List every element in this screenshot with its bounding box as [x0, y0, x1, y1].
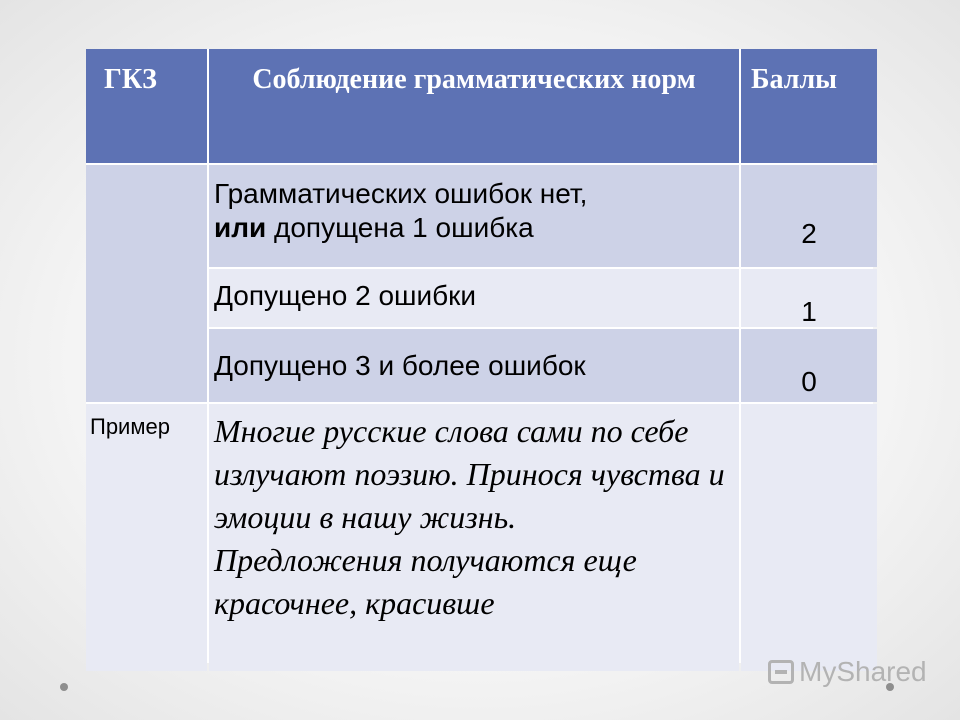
- example-score-cell: [741, 404, 877, 671]
- example-text: Многие русские слова сами по себе излучают поэзию. Принося чувства и эмоции в нашу жизнь. Предложения получаются еще красочнее, красивше: [209, 404, 739, 671]
- example-label: Пример: [86, 404, 207, 671]
- header-score: Баллы: [741, 49, 877, 163]
- header-code: ГКЗ: [86, 49, 207, 163]
- criteria-table: [86, 49, 873, 663]
- criterion-row-3: Допущено 3 и более ошибок: [209, 329, 739, 402]
- score-row-1: 2: [741, 165, 877, 267]
- header-title: Соблюдение грамматических норм: [209, 49, 739, 163]
- decorative-dot-left: [60, 683, 68, 691]
- score-row-3: 0: [741, 329, 877, 402]
- criteria-label-cell: [86, 165, 207, 402]
- criterion-row-1: [209, 165, 739, 267]
- criterion-row-1-rest: допущена 1 ошибка: [266, 212, 534, 243]
- criterion-row-2: Допущено 2 ошибки: [209, 269, 739, 327]
- score-row-2: 1: [741, 269, 877, 327]
- monitor-icon: [768, 660, 794, 684]
- criterion-row-1-bold: или: [214, 212, 267, 243]
- criterion-row-1-line1: Грамматических ошибок нет,: [214, 178, 588, 209]
- watermark-text: MyShared: [799, 656, 927, 687]
- watermark: [768, 656, 927, 688]
